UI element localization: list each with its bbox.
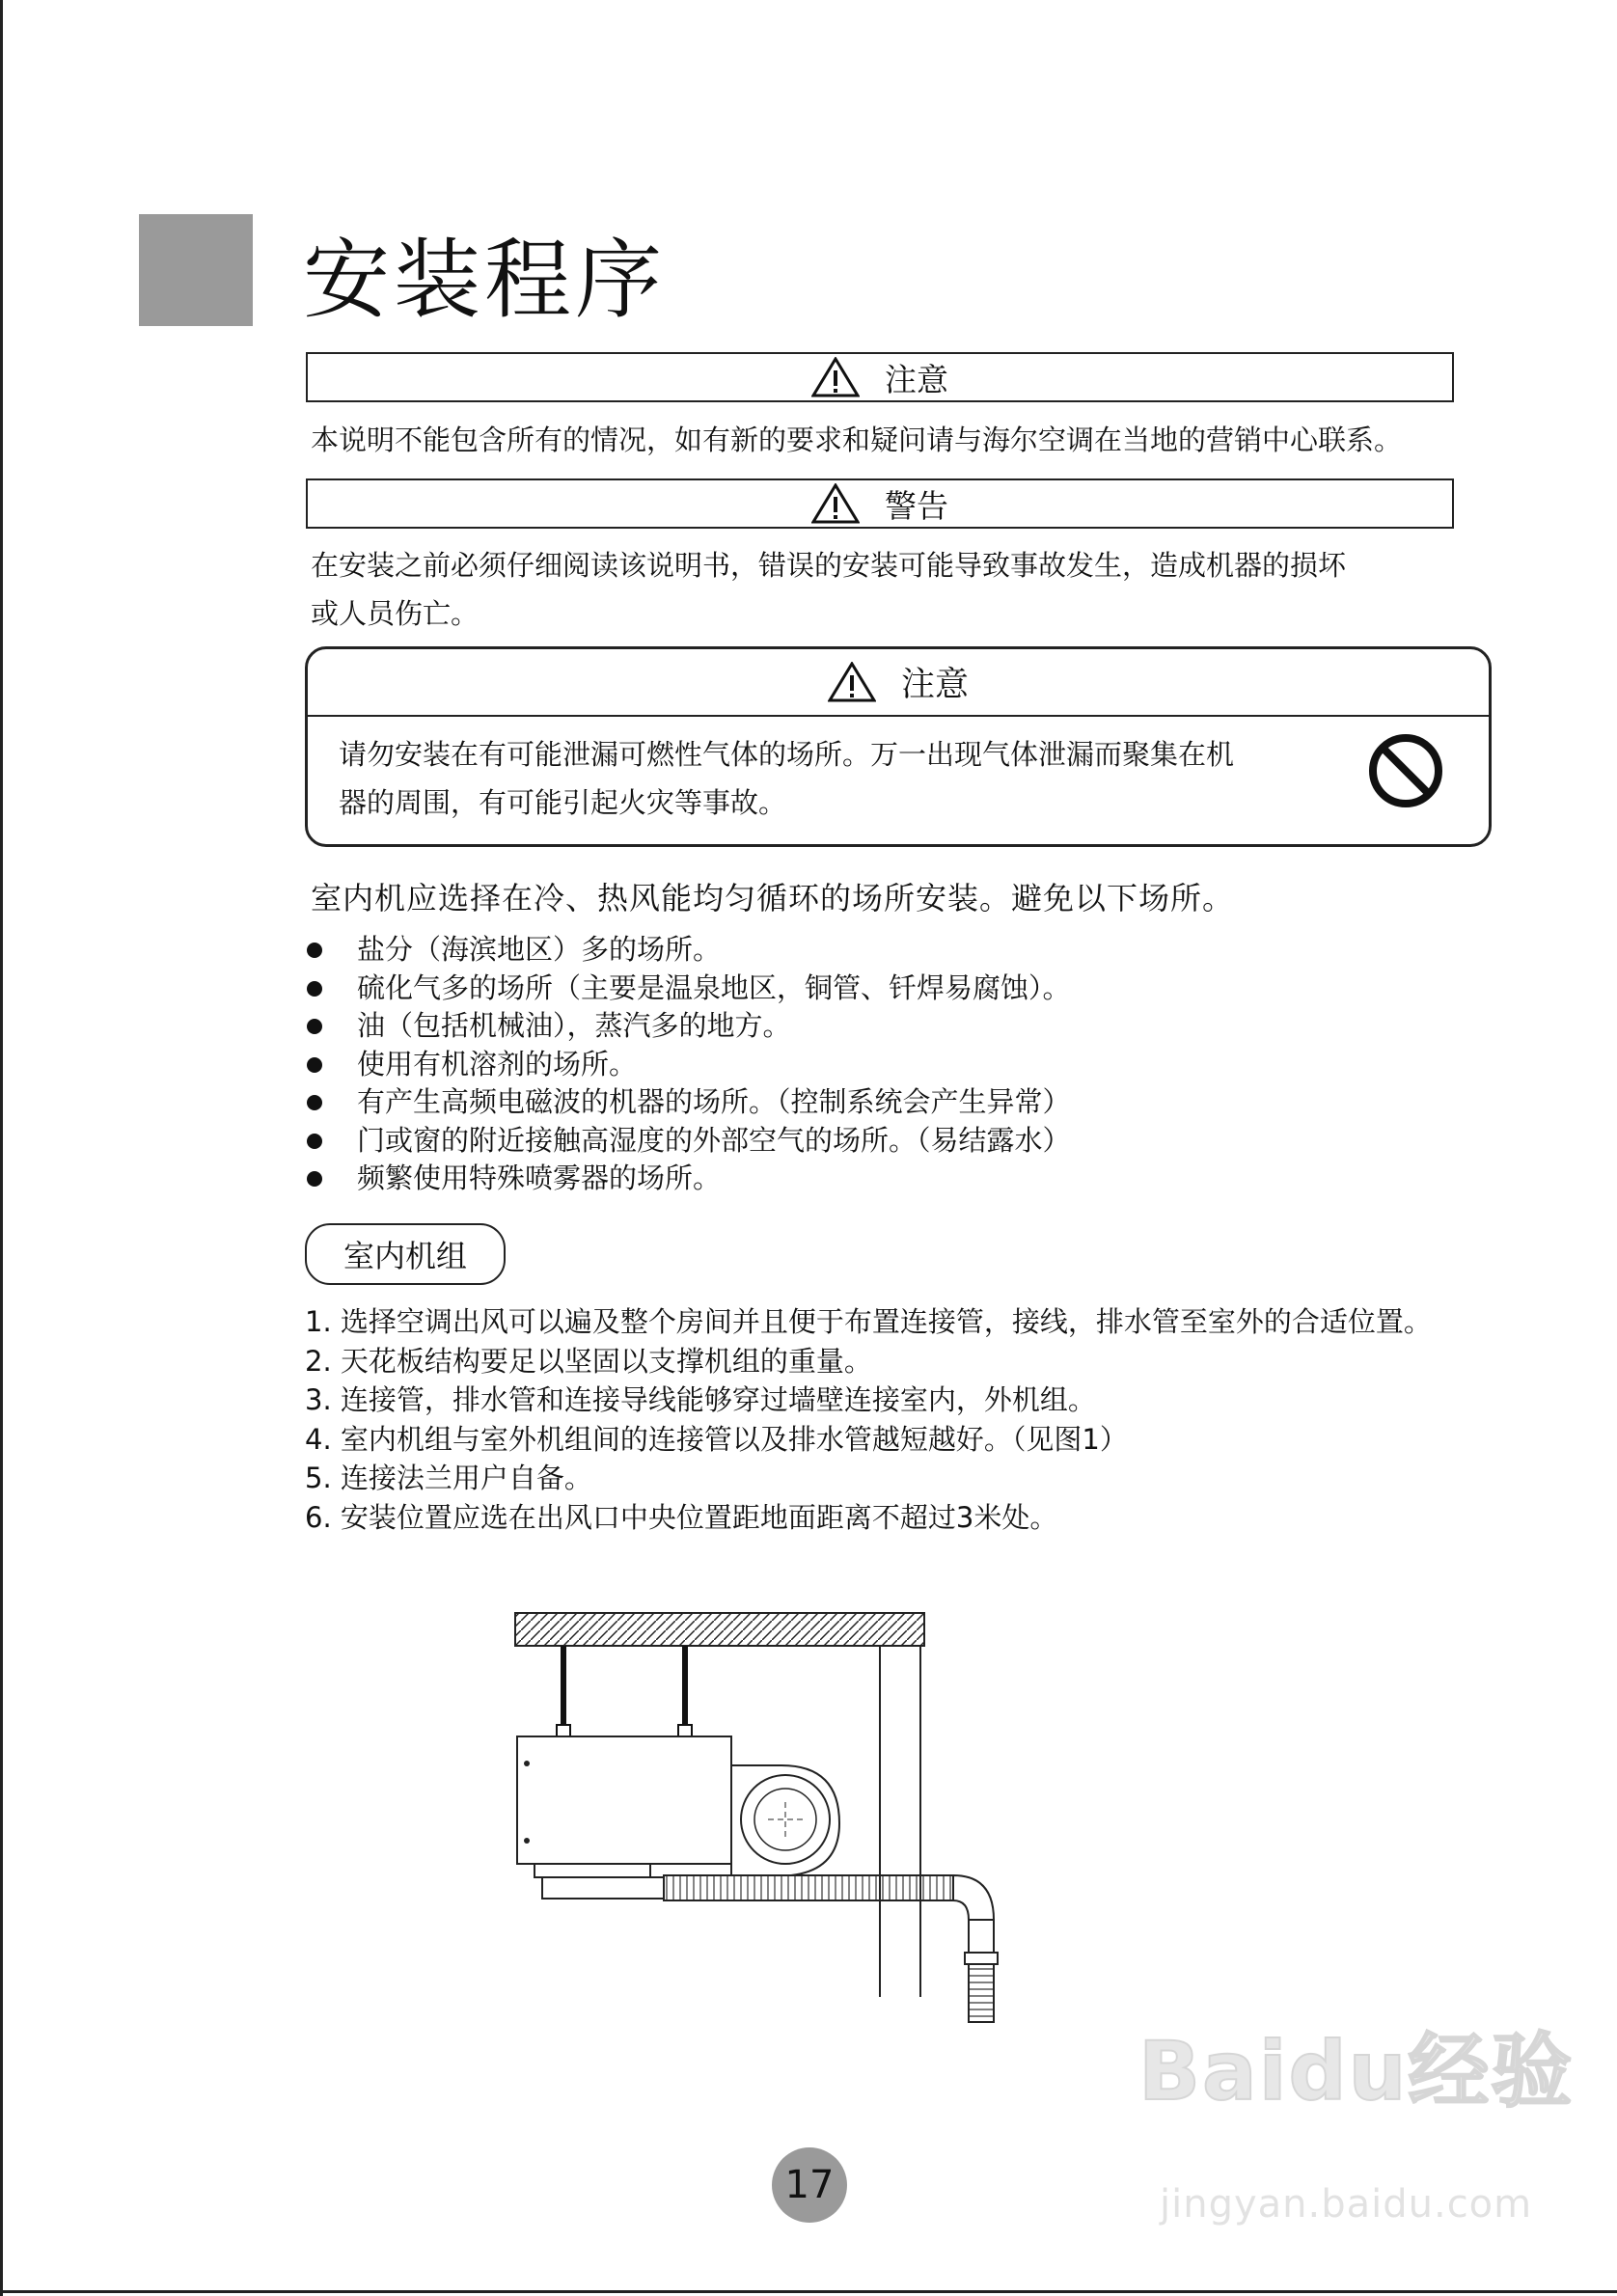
bullet-dot-icon [307, 943, 322, 958]
step-item: 6. 安装位置应选在出风口中央位置距地面距离不超过3米处。 [305, 1500, 1058, 1534]
blower-fan [731, 1765, 839, 1875]
watermark-url: jingyan.baidu.com [1160, 2182, 1533, 2227]
list-item [307, 931, 1071, 970]
bullet-dot-icon [307, 1057, 322, 1073]
list-item [307, 1122, 1071, 1161]
hanging-rods [557, 1646, 692, 1736]
installation-diagram [502, 1601, 1023, 2026]
bullet-dot-icon [307, 1134, 322, 1149]
warning-label: 警告 [885, 486, 948, 525]
step-item: 5. 连接法兰用户自备。 [305, 1462, 592, 1494]
prohibited-icon [1367, 732, 1444, 809]
avoid-location-list [307, 931, 1071, 1198]
ceiling-slab [515, 1613, 924, 1646]
installation-steps-list [305, 1302, 1432, 1537]
indoor-unit-section-label: 室内机组 [305, 1223, 506, 1285]
page-frame-bottom [0, 2290, 1617, 2293]
list-item-text: 频繁使用特殊喷雾器的场所。 [357, 1162, 722, 1194]
step-item: 4. 室内机组与室外机组间的连接管以及排水管越短越好。（见图1） [305, 1422, 1128, 1456]
notice-text: 本说明不能包含所有的情况，如有新的要求和疑问请与海尔空调在当地的营销中心联系。 [311, 424, 1403, 456]
list-item-text: 有产生高频电磁波的机器的场所。（控制系统会产生异常） [357, 1085, 1071, 1118]
warning-text-line-2: 或人员伤亡。 [311, 597, 480, 630]
outlet-flange [542, 1877, 664, 1899]
list-item [307, 970, 1071, 1008]
indoor-unit-body [517, 1736, 731, 1877]
list-item-text: 油（包括机械油），蒸汽多的地方。 [357, 1009, 791, 1042]
caution-header [308, 649, 1489, 717]
bullet-dot-icon [307, 981, 322, 997]
warning-triangle-icon [811, 357, 860, 397]
caution-text-line-1: 请勿安装在有可能泄漏可燃性气体的场所。万一出现气体泄漏而聚集在机 [339, 738, 1235, 771]
caution-box [305, 646, 1492, 847]
warning-text-line-1: 在安装之前必须仔细阅读该说明书，错误的安装可能导致事故发生，造成机器的损坏 [311, 549, 1347, 582]
bullet-dot-icon [307, 1171, 322, 1187]
intro-text: 室内机应选择在冷、热风能均匀循环的场所安装。避免以下场所。 [311, 880, 1235, 916]
list-item [307, 1083, 1071, 1122]
step-item: 2. 天花板结构要足以坚固以支撑机组的重量。 [305, 1344, 872, 1378]
list-item [307, 1046, 1071, 1084]
caution-text [339, 730, 1303, 827]
bullet-dot-icon [307, 1019, 322, 1034]
warning-triangle-icon [811, 483, 860, 524]
list-item-text: 门或窗的附近接触高湿度的外部空气的场所。（易结露水） [357, 1123, 1071, 1157]
step-item: 3. 连接管，排水管和连接导线能够穿过墙壁连接室内，外机组。 [305, 1383, 1096, 1416]
flexible-duct [664, 1875, 998, 2022]
list-item [307, 1160, 1071, 1198]
title-marker-square [139, 214, 253, 326]
list-item-text: 使用有机溶剂的场所。 [357, 1047, 638, 1080]
warning-triangle-icon [828, 662, 876, 702]
page-number: 17 [772, 2147, 847, 2223]
warning-banner [306, 478, 1454, 529]
bullet-dot-icon [307, 1095, 322, 1110]
list-item-text: 硫化气多的场所（主要是温泉地区，铜管、钎焊易腐蚀）。 [357, 970, 1071, 1004]
caution-label: 注意 [900, 666, 969, 704]
caution-text-line-2: 器的周围，有可能引起火灾等事故。 [339, 786, 787, 819]
step-item: 1. 选择空调出风可以遍及整个房间并且便于布置连接管，接线，排水管至室外的合适位置。 [305, 1305, 1432, 1338]
list-item [307, 1007, 1071, 1046]
page-title: 安装程序 [303, 230, 666, 331]
notice-banner [306, 352, 1454, 402]
wall [880, 1646, 920, 1997]
page-frame-left [0, 0, 3, 2296]
notice-label: 注意 [885, 360, 948, 398]
watermark-logo: Baidu经验 [1138, 2024, 1575, 2118]
watermark [1138, 2007, 1575, 2227]
list-item-text: 盐分（海滨地区）多的场所。 [357, 933, 722, 966]
